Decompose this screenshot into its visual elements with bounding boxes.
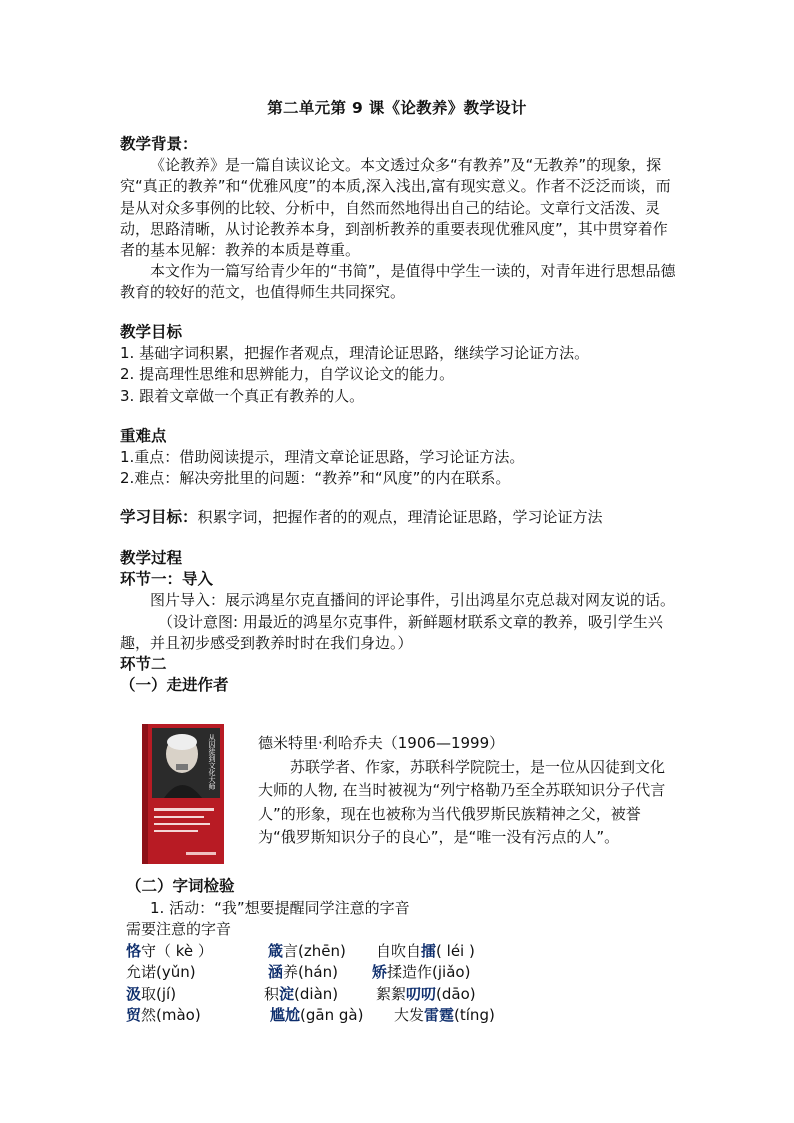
key-point-item: 2.难点：解决旁批里的问题：“教养”和“风度”的内在联系。 [120,469,511,488]
vocab-item: 恪守（ kè ） [126,941,213,960]
study-goal-text: 积累字词，把握作者的的观点，理清论证思路，学习论证方法 [197,508,603,526]
study-goal [120,507,678,528]
key-points-heading: 重难点 [120,427,167,445]
author-description: 苏联学者、作家，苏联科学院院士，是一位从囚徒到文化大师的人物, 在当时被视为“列宁格勒乃至全苏联知识分子代言人”的形象，现在也被称为当代俄罗斯民族精神之父，被誉为“俄罗斯知识分子的良心”，是“唯一没有污点的人”。 [258,757,666,846]
vocab-item: 自吹自擂( léi ) [376,941,475,960]
background-paragraph-1: 《论教养》是一篇自读议论文。本文透过众多“有教养”及“无教养”的现象，探究“真正的教养”和“优雅风度”的本质,深入浅出,富有现实意义。作者不泛泛而谈，而是从对众多事例的比较、分析中，自然而然地得出自己的结论。文章行文活泼、灵动，思路清晰，从讨论教养本身，到剖析教养的重要表现优雅风度”，其中贯穿着作者的基本见解：教养的本质是尊重。 [120,156,671,260]
vocab-row [126,941,686,963]
process-section [120,548,678,696]
author-name: 德米特里·利哈乔夫（1906—1999） [258,734,505,752]
goals-section [120,322,678,407]
vocab-item: 贸然(mào) [126,1006,201,1024]
step2-heading: 环节二 [120,655,167,674]
background-section [120,134,678,304]
vocab-item: 絮絮叨叨(dāo) [376,984,476,1003]
vocab-row [126,984,686,1006]
sub1-heading: （一）走进作者 [120,676,229,695]
vocab-item: 汲取(jí) [126,984,177,1003]
vocab-lead: 需要注意的字音 [126,920,232,938]
goals-heading: 教学目标 [120,323,183,341]
background-heading: 教学背景： [120,135,198,153]
step1-note: （设计意图: 用最近的鸿星尔克事件，新鲜题材联系文章的教养，吸引学生兴趣，并且初步感受到教养时时在我们身边。） [120,612,663,652]
vocab-item: 积淀(diàn) [264,984,339,1003]
book-cover-title: 从囚徒到文化大师 [208,734,216,790]
background-paragraph-2: 本文作为一篇写给青少年的“书简”，是值得中学生一读的，对青年进行思想品德教育的较好的范文，也值得师生共同探究。 [120,262,676,302]
vocab-item: 箴言(zhēn) [268,941,346,960]
vocab-row [126,962,686,984]
step1-heading: 环节一：导入 [120,570,214,589]
vocab-item: 涵养(hán) [268,963,338,981]
vocab-item: 允诺(yǔn) [126,963,196,981]
step1-text: 图片导入：展示鸿星尔克直播间的评论事件，引出鸿星尔克总裁对网友说的话。 [150,591,676,610]
goal-item: 2. 提高理性思维和思辨能力，自学议论文的能力。 [120,365,455,384]
vocab-row [126,1005,686,1027]
goal-item: 1. 基础字词积累，把握作者观点，理清论证思路，继续学习论证方法。 [120,344,590,363]
book-cover-image [142,724,224,864]
activity-text: 1. 活动：“我”想要提醒同学注意的字音 [150,898,410,917]
author-bio [258,732,678,850]
vocab-item: 矫揉造作(jiǎo) [372,963,471,981]
page-title: 第二单元第 9 课《论教养》教学设计 [267,99,527,117]
key-points-section [120,426,678,490]
key-point-item: 1.重点：借助阅读提示，理清文章论证思路，学习论证方法。 [120,448,525,467]
vocab-section [126,876,686,1027]
vocab-item: 尴尬(gān gà) [270,1006,364,1024]
process-heading: 教学过程 [120,549,183,567]
sub2-heading: （二）字词检验 [126,877,235,895]
vocab-item: 大发雷霆(tíng) [394,1006,495,1024]
goal-item: 3. 跟着文章做一个真正有教养的人。 [120,386,365,405]
study-goal-label: 学习目标： [120,508,198,526]
